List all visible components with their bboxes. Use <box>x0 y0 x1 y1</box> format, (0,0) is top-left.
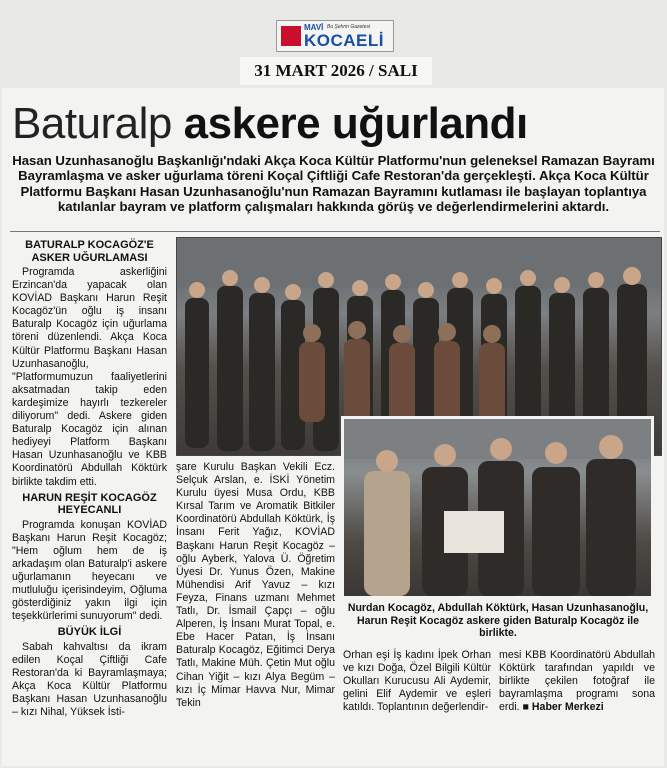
newspaper-masthead <box>276 20 394 52</box>
article-intro: Hasan Uzunhasanoğlu Başkanlığı'ndaki Akça Koca Kültür Platformu'nun geleneksel Ramazan Bayramı Bayramlaşma ve asker uğurlama töreni Koçal Çiftliği Cafe Restoran'da gerçekleşti. Akça Koca Kültür Platformu Başkanı Hasan Uzunhasanoğlu'nun Ramazan Bayramını kutlaması ile başlayan toplantıya katılanlar bayram ve platform çalışmaları hakkında görüş ve değerlendirmelerini aktardı. <box>12 153 655 215</box>
article-signature: ■ Haber Merkezi <box>522 701 604 714</box>
subheading: BÜYÜK İLGİ <box>57 626 122 639</box>
photo-caption: Nurdan Kocagöz, Abdullah Köktürk, Hasan Uzunhasanoğlu, Harun Reşit Kocagöz askere giden Baturalp Kocagöz ile birlikte. <box>347 602 649 640</box>
divider <box>10 231 660 232</box>
headline-light: Baturalp <box>12 99 172 148</box>
masthead-mavi: MAVİ <box>304 23 324 32</box>
flag-logo-icon <box>281 26 301 46</box>
subheading: HARUN REŞİT KOCAGÖZ HEYECANLI <box>22 491 157 517</box>
ceremony-photo-illustration <box>344 419 651 596</box>
headline-bold: askere uğurlandı <box>183 99 528 148</box>
article-column-1 <box>12 237 167 719</box>
paragraph: şare Kurulu Başkan Vekili Ecz. Selçuk Arslan, e. İSKİ Yönetim Kurulu üyesi Musa Ordu, KBB Kırsal Tarım ve Aromatik Bitkiler Koordinatörü Abdullah Köktürk, İş İnsanı Ferit Yağız, KOVİAD Başkanı Harun Reşit Kocagöz – oğlu Ayberk, Yalova Ü. Öğretim Üyesi Dr. Yunus Özen, Makine Mühendisi Arif Yavuz – kızı Feyza, Finans uzmanı Mehmet Tatlı, Dr. İsmail Çapçı – oğlu Alperen, İş İnsanı Murat Topal, e. Ebe Hacer Patan, İş İnsanı Baturalp Kocagöz, Eğitimci Derya Tatlı, Makine Müh. Çetin Mut oğlu Cihan Yiğit – kızı Alya Begüm – kızı İç Mimar Havva Nur, Mimar Tekin <box>176 461 335 709</box>
paragraph: Orhan eşi İş kadını İpek Orhan ve kızı Doğa, Özel Bilgili Kültür Okulları Kurucusu Ali Aydemir, gelini Elif Aydemir ve eşleri katıldı. Toplantının değerlendir- <box>343 649 491 714</box>
ceremony-photo <box>341 416 654 599</box>
paragraph <box>499 649 655 714</box>
headline <box>12 100 528 148</box>
article-column-3 <box>343 649 491 714</box>
article-column-4 <box>499 649 655 714</box>
masthead-brand: KOCAELİ <box>304 31 384 50</box>
article-column-2 <box>176 461 335 710</box>
paragraph: Programda konuşan KOVİAD Başkanı Harun Reşit Kocagöz; "Hem oğlum hem de iş arkadaşım olan Baturalp'i askere uğurlamanın heyecanı ve mutluluğu içerisindeyim, Oğluma gösterdiğiniz yakın ilgi için teşekkürlerimi sunuyorum" dedi. <box>12 518 167 623</box>
masthead-slogan: Bu Şehrin Gazetesi <box>327 24 371 30</box>
dateline: 31 MART 2026 / SALI <box>240 57 432 85</box>
closing-text: mesi KBB Koordinatörü Abdullah Köktürk tarafından yapıldı ve birlikte çekilen fotoğraf ile bayramlaşma programı sona erdi. <box>499 649 655 714</box>
paragraph: Programda askerliğini Erzincan'da yapacak olan KOVİAD Başkanı Harun Reşit Kocagöz'ün oğlu iş insanı Baturalp Kocagöz için uğurlama töreni düzenlendi. Akça Koca Kültür Platformu Başkanı Hasan Uzunhasanoğlu, "Platformumuzun faaliyetlerini aksatmadan takip eden kardeşimize hayırlı tezkereler diliyorum" dedi. Askere giden Baturalp Kocagöz için alınan hediyeyi Platform Başkanı Hasan Uzunhasanoğlu ve KBB Koordinatörü Abdullah Köktürk birlikte takdim etti. <box>12 266 167 488</box>
subheading: BATURALP KOCAGÖZ'E ASKER UĞURLAMASI <box>25 239 154 264</box>
paragraph: Sabah kahvaltısı da ikram edilen Koçal Çiftliği Cafe Restoran'da ki Bayramlaşmaya; Akça Koca Kültür Platformu Başkanı Hasan Uzunhasanoğlu – kızı Nihal, Yüksek İsti- <box>12 640 167 719</box>
